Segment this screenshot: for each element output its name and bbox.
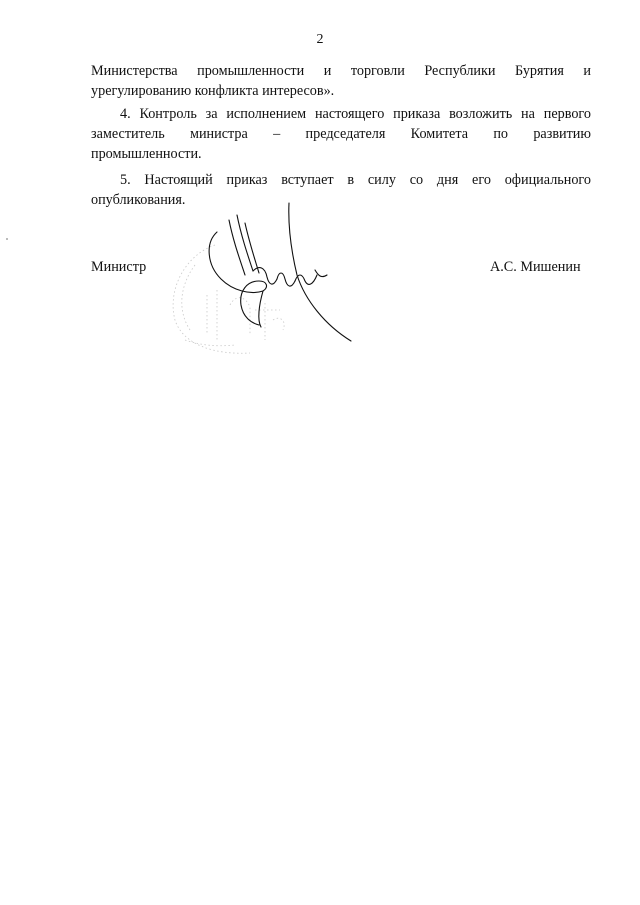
paragraph-4-line-2: заместитель министра – председателя Комитета по развитию bbox=[91, 126, 591, 142]
page-number: 2 bbox=[316, 32, 324, 47]
continuation-line-1: Министерства промышленности и торговли Республики Бурятия и bbox=[91, 63, 591, 79]
handwritten-signature-icon bbox=[209, 203, 351, 341]
signer-title: Министр bbox=[91, 259, 147, 275]
signer-name: А.С. Мишенин bbox=[490, 259, 581, 275]
continuation-line-2: урегулированию конфликта интересов». bbox=[91, 83, 335, 99]
paragraph-4-line-3: промышленности. bbox=[91, 146, 202, 162]
signature-area bbox=[155, 195, 370, 370]
paragraph-5-line-2: опубликования. bbox=[91, 192, 186, 208]
paragraph-5-line-1: 5. Настоящий приказ вступает в силу со дня его официального bbox=[120, 172, 591, 188]
faint-seal-stamp-icon bbox=[173, 245, 284, 353]
paragraph-4-line-1: 4. Контроль за исполнением настоящего приказа возложить на первого bbox=[120, 106, 591, 122]
margin-mark bbox=[6, 238, 8, 240]
